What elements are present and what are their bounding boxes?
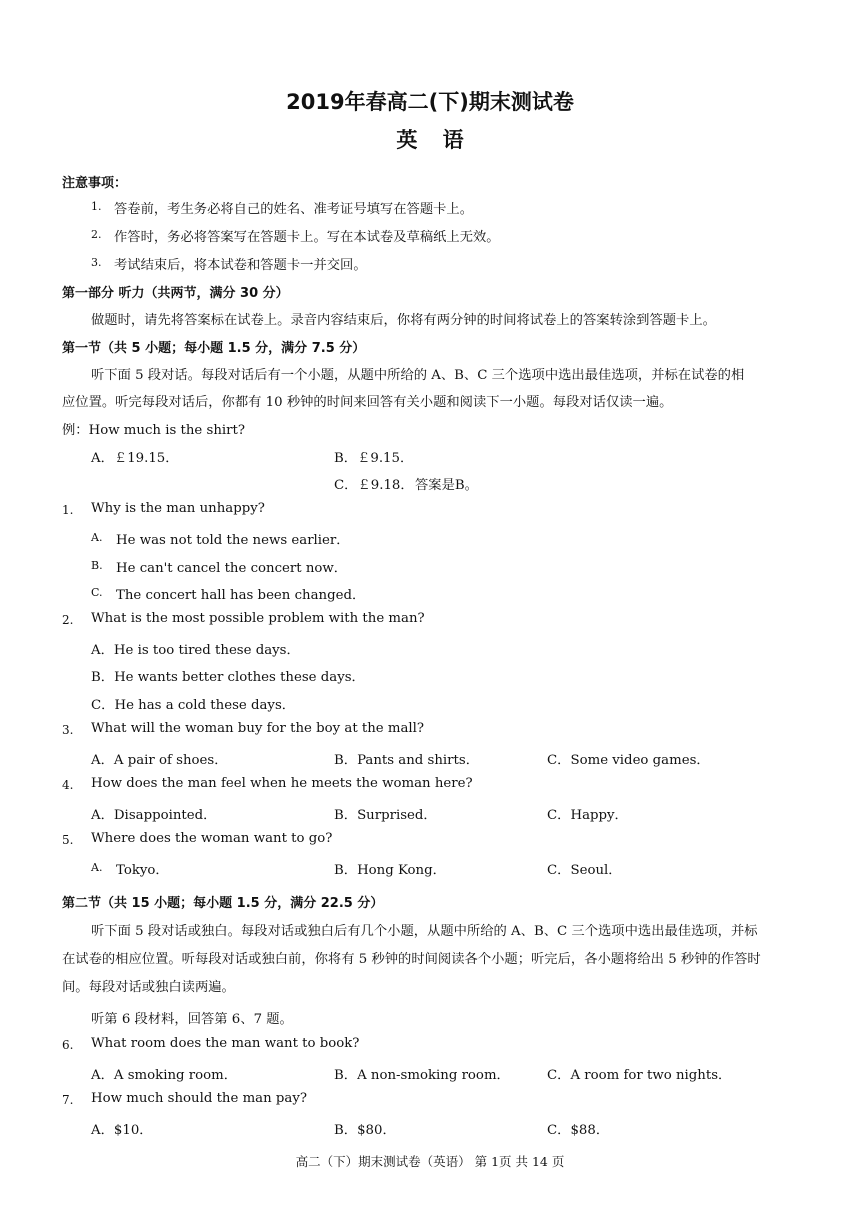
question-number: 6.	[62, 1038, 74, 1052]
option-label: B.	[91, 559, 103, 572]
option-text: A．Disappointed．	[91, 808, 217, 823]
option-label: C.	[91, 586, 103, 599]
option-text: C．A room for two nights．	[547, 1068, 732, 1083]
question-number: 3.	[62, 723, 74, 737]
question-text: Where does the woman want to go?	[91, 831, 333, 846]
exam-subject: 英 语	[396, 128, 464, 152]
option-text: C．Happy．	[547, 808, 628, 823]
section1-heading: 第一节（共 5 小题；每小题 1.5 分，满分 7.5 分）	[62, 341, 366, 356]
example-question: 例：How much is the shirt?	[62, 423, 245, 438]
option-text: A．A smoking room．	[91, 1068, 238, 1083]
question-number: 1.	[62, 503, 74, 517]
option-text: B．$80．	[334, 1123, 396, 1138]
section1-instruction: 听下面 5 段对话。每段对话后有一个小题，从题中所给的 A、B、C 三个选项中选出最佳选项，并标在试卷的相	[91, 368, 745, 383]
exam-title: 2019年春高二(下)期末测试卷	[286, 90, 574, 114]
question-number: 4.	[62, 778, 74, 792]
option-text: B．A non-smoking room．	[334, 1068, 510, 1083]
note-text: 答卷前，考生务必将自己的姓名、准考证号填写在答题卡上。	[114, 202, 474, 217]
note-number: 1.	[91, 200, 102, 213]
part1-instruction: 做题时，请先将答案标在试卷上。录音内容结束后，你将有两分钟的时间将试卷上的答案转涂到答题卡上。	[91, 313, 716, 328]
option-text: C．He has a cold these days．	[91, 698, 296, 713]
option-label: A.	[91, 531, 103, 544]
option-text: A．A pair of shoes．	[91, 753, 228, 768]
section1-instruction: 应位置。听完每段对话后，你都有 10 秒钟的时间来回答有关小题和阅读下一小题。每段对话仅读一遍。	[62, 395, 673, 410]
question-number: 5.	[62, 833, 74, 847]
note-text: 作答时，务必将答案写在答题卡上。写在本试卷及草稿纸上无效。	[114, 230, 500, 245]
section2-heading: 第二节（共 15 小题；每小题 1.5 分，满分 22.5 分）	[62, 896, 384, 911]
option-text: B．Surprised．	[334, 808, 437, 823]
section2-instruction: 在试卷的相应位置。听每段对话或独白前，你将有 5 秒钟的时间阅读各个小题；听完后，各小题将给出 5 秒钟的作答时	[62, 952, 761, 967]
option-text: A．$10．	[91, 1123, 153, 1138]
note-number: 2.	[91, 228, 102, 241]
material-note: 听第 6 段材料，回答第 6、7 题。	[91, 1012, 293, 1027]
note-number: 3.	[91, 256, 102, 269]
option-text: A．He is too tired these days．	[91, 643, 300, 658]
question-text: How does the man feel when he meets the woman here?	[91, 776, 473, 791]
question-text: How much should the man pay?	[91, 1091, 307, 1106]
question-number: 2.	[62, 613, 74, 627]
option-text: B．Hong Kong．	[334, 863, 446, 878]
part1-heading: 第一部分 听力（共两节，满分 30 分）	[62, 286, 289, 301]
question-number: 7.	[62, 1093, 74, 1107]
question-text: Why is the man unhappy?	[91, 501, 265, 516]
option-text: He can't cancel the concert now．	[116, 561, 348, 576]
option-text: C．$88．	[547, 1123, 610, 1138]
notes-heading: 注意事项：	[62, 176, 128, 191]
example-option-c: C．￡9.18．	[334, 478, 414, 493]
question-text: What room does the man want to book?	[91, 1036, 360, 1051]
example-option-a: A．￡19.15．	[91, 451, 179, 466]
option-text: Tokyo．	[116, 863, 169, 878]
note-text: 考试结束后，将本试卷和答题卡一并交回。	[114, 258, 367, 273]
question-text: What will the woman buy for the boy at the mall?	[91, 721, 425, 736]
option-text: The concert hall has been changed．	[116, 588, 366, 603]
option-text: He was not told the news earlier．	[116, 533, 350, 548]
option-text: B．He wants better clothes these days．	[91, 670, 365, 685]
section2-instruction: 听下面 5 段对话或独白。每段对话或独白后有几个小题，从题中所给的 A、B、C 三个选项中选出最佳选项，并标	[91, 924, 758, 939]
option-text: C．Seoul．	[547, 863, 622, 878]
option-label: A.	[91, 861, 103, 874]
page-footer: 高二（下）期末测试卷（英语） 第 1页 共 14 页	[295, 1154, 565, 1169]
question-text: What is the most possible problem with the man?	[91, 611, 425, 626]
example-answer: 答案是B。	[415, 478, 478, 493]
example-option-b: B．￡9.15．	[334, 451, 414, 466]
option-text: B．Pants and shirts．	[334, 753, 479, 768]
option-text: C．Some video games．	[547, 753, 710, 768]
section2-instruction: 间。每段对话或独白读两遍。	[62, 980, 235, 995]
